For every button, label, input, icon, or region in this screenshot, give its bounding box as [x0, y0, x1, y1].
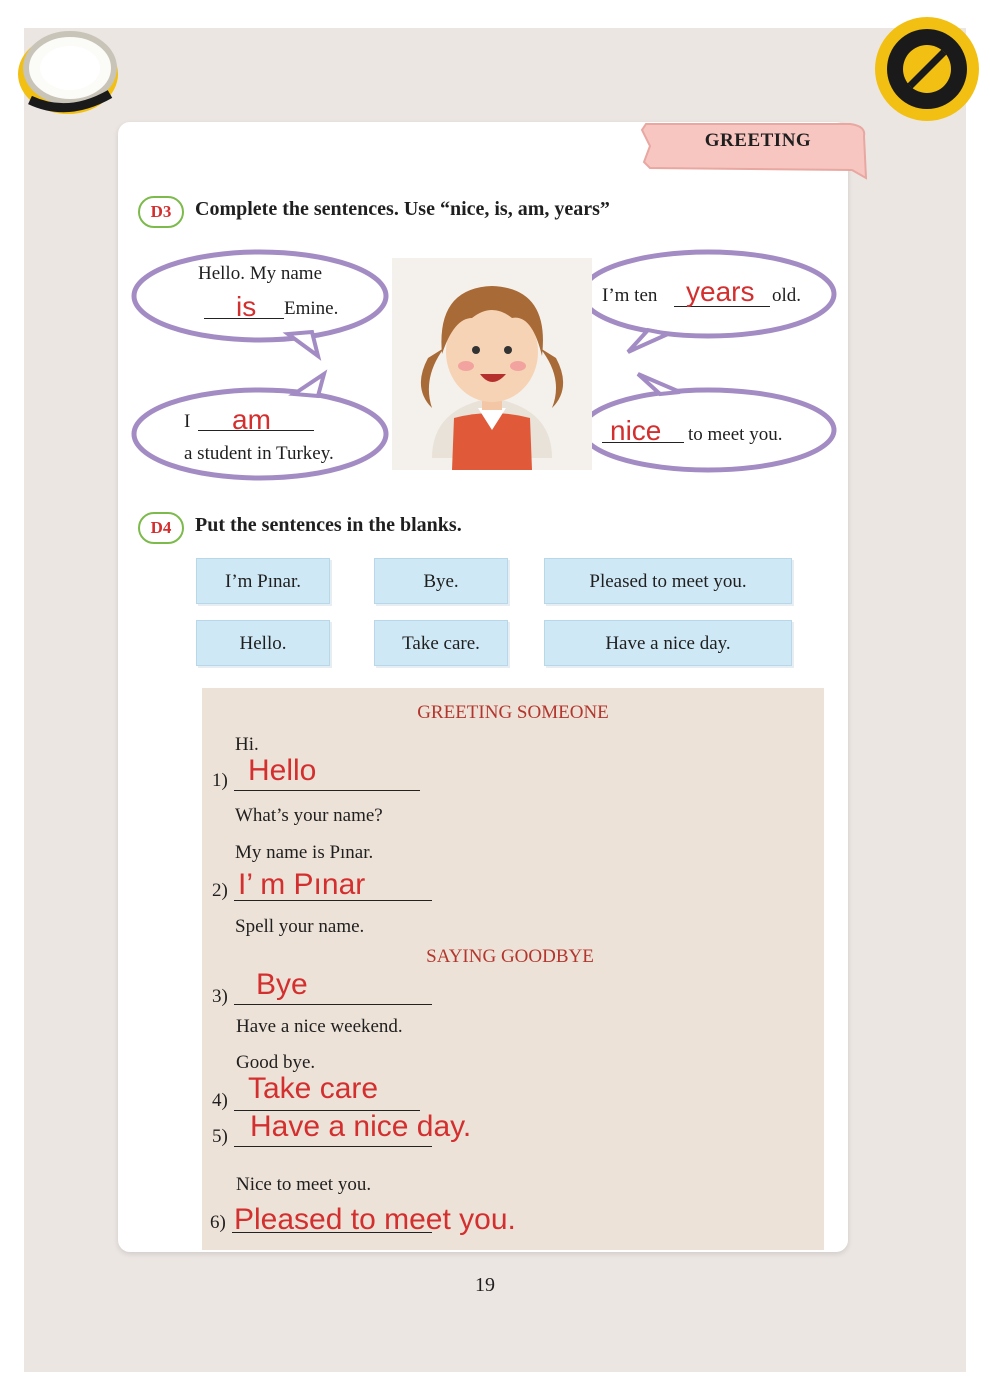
- blank-number: 6): [210, 1212, 226, 1233]
- word-box[interactable]: Hello.: [196, 620, 330, 666]
- word-box[interactable]: Bye.: [374, 558, 508, 604]
- answer-5: Have a nice day.: [250, 1110, 472, 1143]
- blank-number: 3): [212, 986, 228, 1007]
- line-spell: Spell your name.: [235, 916, 365, 937]
- answer-line: [234, 790, 420, 791]
- heading-greeting-someone: GREETING SOMEONE: [417, 702, 609, 723]
- bubble3-prefix: I: [184, 411, 191, 432]
- page-number: 19: [475, 1274, 495, 1296]
- exercise-badge-d4: D4: [138, 512, 184, 544]
- word-box[interactable]: Take care.: [374, 620, 508, 666]
- seal-badge-icon[interactable]: [10, 22, 118, 114]
- d3-instruction: Complete the sentences. Use “nice, is, am, years”: [195, 198, 610, 220]
- answer-2: I’ m Pınar: [238, 868, 366, 901]
- bubble4-after: to meet you.: [688, 424, 783, 445]
- no-sign-icon[interactable]: [872, 14, 982, 124]
- answer-am: am: [232, 404, 271, 435]
- bubble2-before: I’m ten: [602, 285, 658, 306]
- word-box[interactable]: Pleased to meet you.: [544, 558, 792, 604]
- word-box[interactable]: I’m Pınar.: [196, 558, 330, 604]
- answer-1: Hello: [248, 754, 317, 787]
- bubble3-line2: a student in Turkey.: [184, 443, 334, 464]
- blank-number: 4): [212, 1090, 228, 1111]
- bubble2-after: old.: [772, 285, 802, 306]
- answer-line: [234, 1004, 432, 1005]
- line-hi: Hi.: [235, 734, 259, 755]
- line-weekend: Have a nice weekend.: [236, 1016, 403, 1037]
- heading-saying-goodbye: SAYING GOODBYE: [426, 946, 594, 967]
- d4-instruction: Put the sentences in the blanks.: [195, 514, 462, 536]
- section-title: GREETING: [704, 130, 812, 151]
- line-nice-to-meet: Nice to meet you.: [236, 1174, 372, 1195]
- line-my-name: My name is Pınar.: [235, 842, 374, 863]
- answer-6: Pleased to meet you.: [234, 1203, 516, 1236]
- girl-illustration: [392, 258, 592, 470]
- answer-line: [234, 1146, 432, 1147]
- answer-years: years: [686, 276, 755, 307]
- line-goodbye: Good bye.: [236, 1052, 316, 1073]
- blank-number: 2): [212, 880, 228, 901]
- word-box[interactable]: Have a nice day.: [544, 620, 792, 666]
- line-whats-your-name: What’s your name?: [235, 805, 383, 826]
- answer-nice: nice: [610, 415, 662, 446]
- blank-number: 1): [212, 770, 228, 791]
- bubble1-line1: Hello. My name: [198, 263, 323, 284]
- exercise-badge-d3: D3: [138, 196, 184, 228]
- blank-number: 5): [212, 1126, 228, 1147]
- answer-3: Bye: [256, 968, 308, 1001]
- answer-4: Take care: [248, 1072, 379, 1105]
- answer-is: is: [236, 291, 257, 322]
- bubble1-line2: Emine.: [284, 298, 339, 319]
